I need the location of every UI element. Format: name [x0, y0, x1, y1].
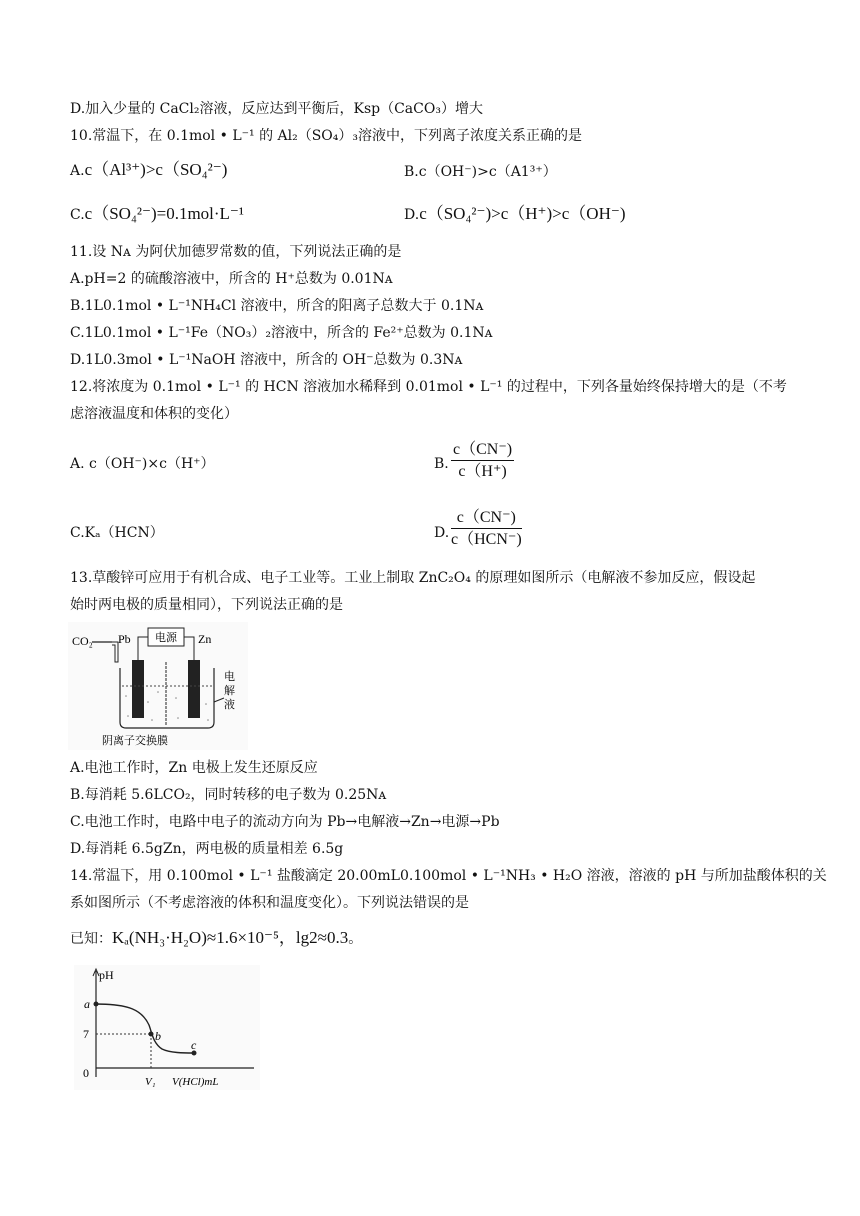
q10-option-d: D.c（SO₄²⁻)>c（H⁺)>c（OH⁻) [404, 204, 626, 223]
point-b [149, 1032, 154, 1037]
q12-stem-2: 虑溶液温度和体积的变化） [70, 406, 238, 422]
zn-electrode [188, 660, 200, 718]
x-tick-v1: V₁ [145, 1076, 156, 1088]
q9-option-d: D.加入少量的 CaCl₂溶液，反应达到平衡后，Ksp（CaCO₃）增大 [70, 101, 483, 117]
q12-stem-1: 12.将浓度为 0.1mol • L⁻¹ 的 HCN 溶液加水稀释到 0.01mol • L⁻¹ 的过程中，下列各量始终保持增大的是（不考 [70, 379, 787, 395]
q12-option-b-prefix: B. [434, 456, 449, 472]
q11-option-a: A.pH=2 的硫酸溶液中，所含的 H⁺总数为 0.01Nᴀ [70, 271, 393, 287]
q11-stem: 11.设 Nᴀ 为阿伏加德罗常数的值，下列说法正确的是 [70, 244, 402, 260]
pb-electrode [132, 660, 144, 718]
q10-stem: 10.常温下，在 0.1mol • L⁻¹ 的 Al₂（SO₄）₃溶液中，下列离子浓度关系正确的是 [70, 128, 583, 144]
q12-option-d-prefix: D. [434, 525, 450, 541]
q13-option-c: C.电池工作时，电路中电子的流动方向为 Pb→电解液→Zn→电源→Pb [70, 814, 500, 830]
electrolysis-diagram [68, 622, 248, 750]
q14-stem-1: 14.常温下，用 0.100mol • L⁻¹ 盐酸滴定 20.00mL0.100mol • L⁻¹NH₃ • H₂O 溶液，溶液的 pH 与所加盐酸体积的关 [70, 868, 827, 884]
y-axis-label: pH [99, 968, 114, 982]
q11-option-d: D.1L0.3mol • L⁻¹NaOH 溶液中，所含的 OH⁻总数为 0.3Nᴀ [70, 352, 463, 368]
q12-option-b-fraction: $\frac{c(CN^-)}{c(H^+)}$ [453, 441, 513, 480]
pb-label: Pb [118, 632, 131, 646]
q13-option-a: A.电池工作时，Zn 电极上发生还原反应 [70, 760, 318, 776]
titration-curve-chart [74, 965, 260, 1090]
q10-option-b: B.c（OH⁻)>c（A1³⁺） [404, 164, 557, 180]
zn-label: Zn [198, 632, 212, 646]
q12-option-d-fraction: c（CN⁻) c（HCN⁻) [451, 509, 522, 548]
q13-option-d: D.每消耗 6.5gZn，两电极的质量相差 6.5g [70, 841, 344, 857]
power-label: 电源 [155, 631, 177, 644]
q13-stem-2: 始时两电极的质量相同），下列说法正确的是 [70, 597, 343, 613]
electrolyte-label: 电解液 [224, 670, 235, 711]
q11-option-c: C.1L0.1mol • L⁻¹Fe（NO₃）₂溶液中，所含的 Fe²⁺总数为 0.1Nᴀ [70, 325, 493, 341]
co2-label: CO₂ [72, 634, 93, 648]
q12-option-a: A. c（OH⁻)×c（H⁺） [70, 456, 215, 472]
membrane-label: 阴离子交换膜 [102, 734, 168, 747]
point-b-label: b [155, 1029, 161, 1043]
point-a-label: a [84, 997, 90, 1011]
q10-option-a: A.c（Al³⁺)>c（SO₄²⁻) [70, 160, 228, 179]
y-tick-7: 7 [83, 1027, 89, 1041]
point-a [94, 1002, 99, 1007]
origin-label: 0 [83, 1066, 89, 1080]
q10-option-c: C.c（SO₄²⁻)=0.1mol·L⁻¹ [70, 204, 245, 223]
x-axis-label: V(HCl)mL [172, 1076, 219, 1088]
q13-option-b: B.每消耗 5.6LCO₂，同时转移的电子数为 0.25Nᴀ [70, 787, 387, 803]
q13-stem-1: 13.草酸锌可应用于有机合成、电子工业等。工业上制取 ZnC₂O₄ 的原理如图所示（电解液不参加反应，假设起 [70, 570, 756, 586]
q14-stem-2: 系如图所示（不考虑溶液的体积和温度变化）。下列说法错误的是 [70, 895, 469, 911]
q12-option-c: C.Kₐ（HCN） [70, 525, 164, 541]
q11-option-b: B.1L0.1mol • L⁻¹NH₄Cl 溶液中，所含的阳离子总数大于 0.1Nᴀ [70, 298, 484, 314]
point-c-label: c [191, 1038, 197, 1052]
q14-known: 已知：Kₐ(NH₃·H₂O)≈1.6×10⁻⁵，lg2≈0.3。 [70, 928, 363, 947]
